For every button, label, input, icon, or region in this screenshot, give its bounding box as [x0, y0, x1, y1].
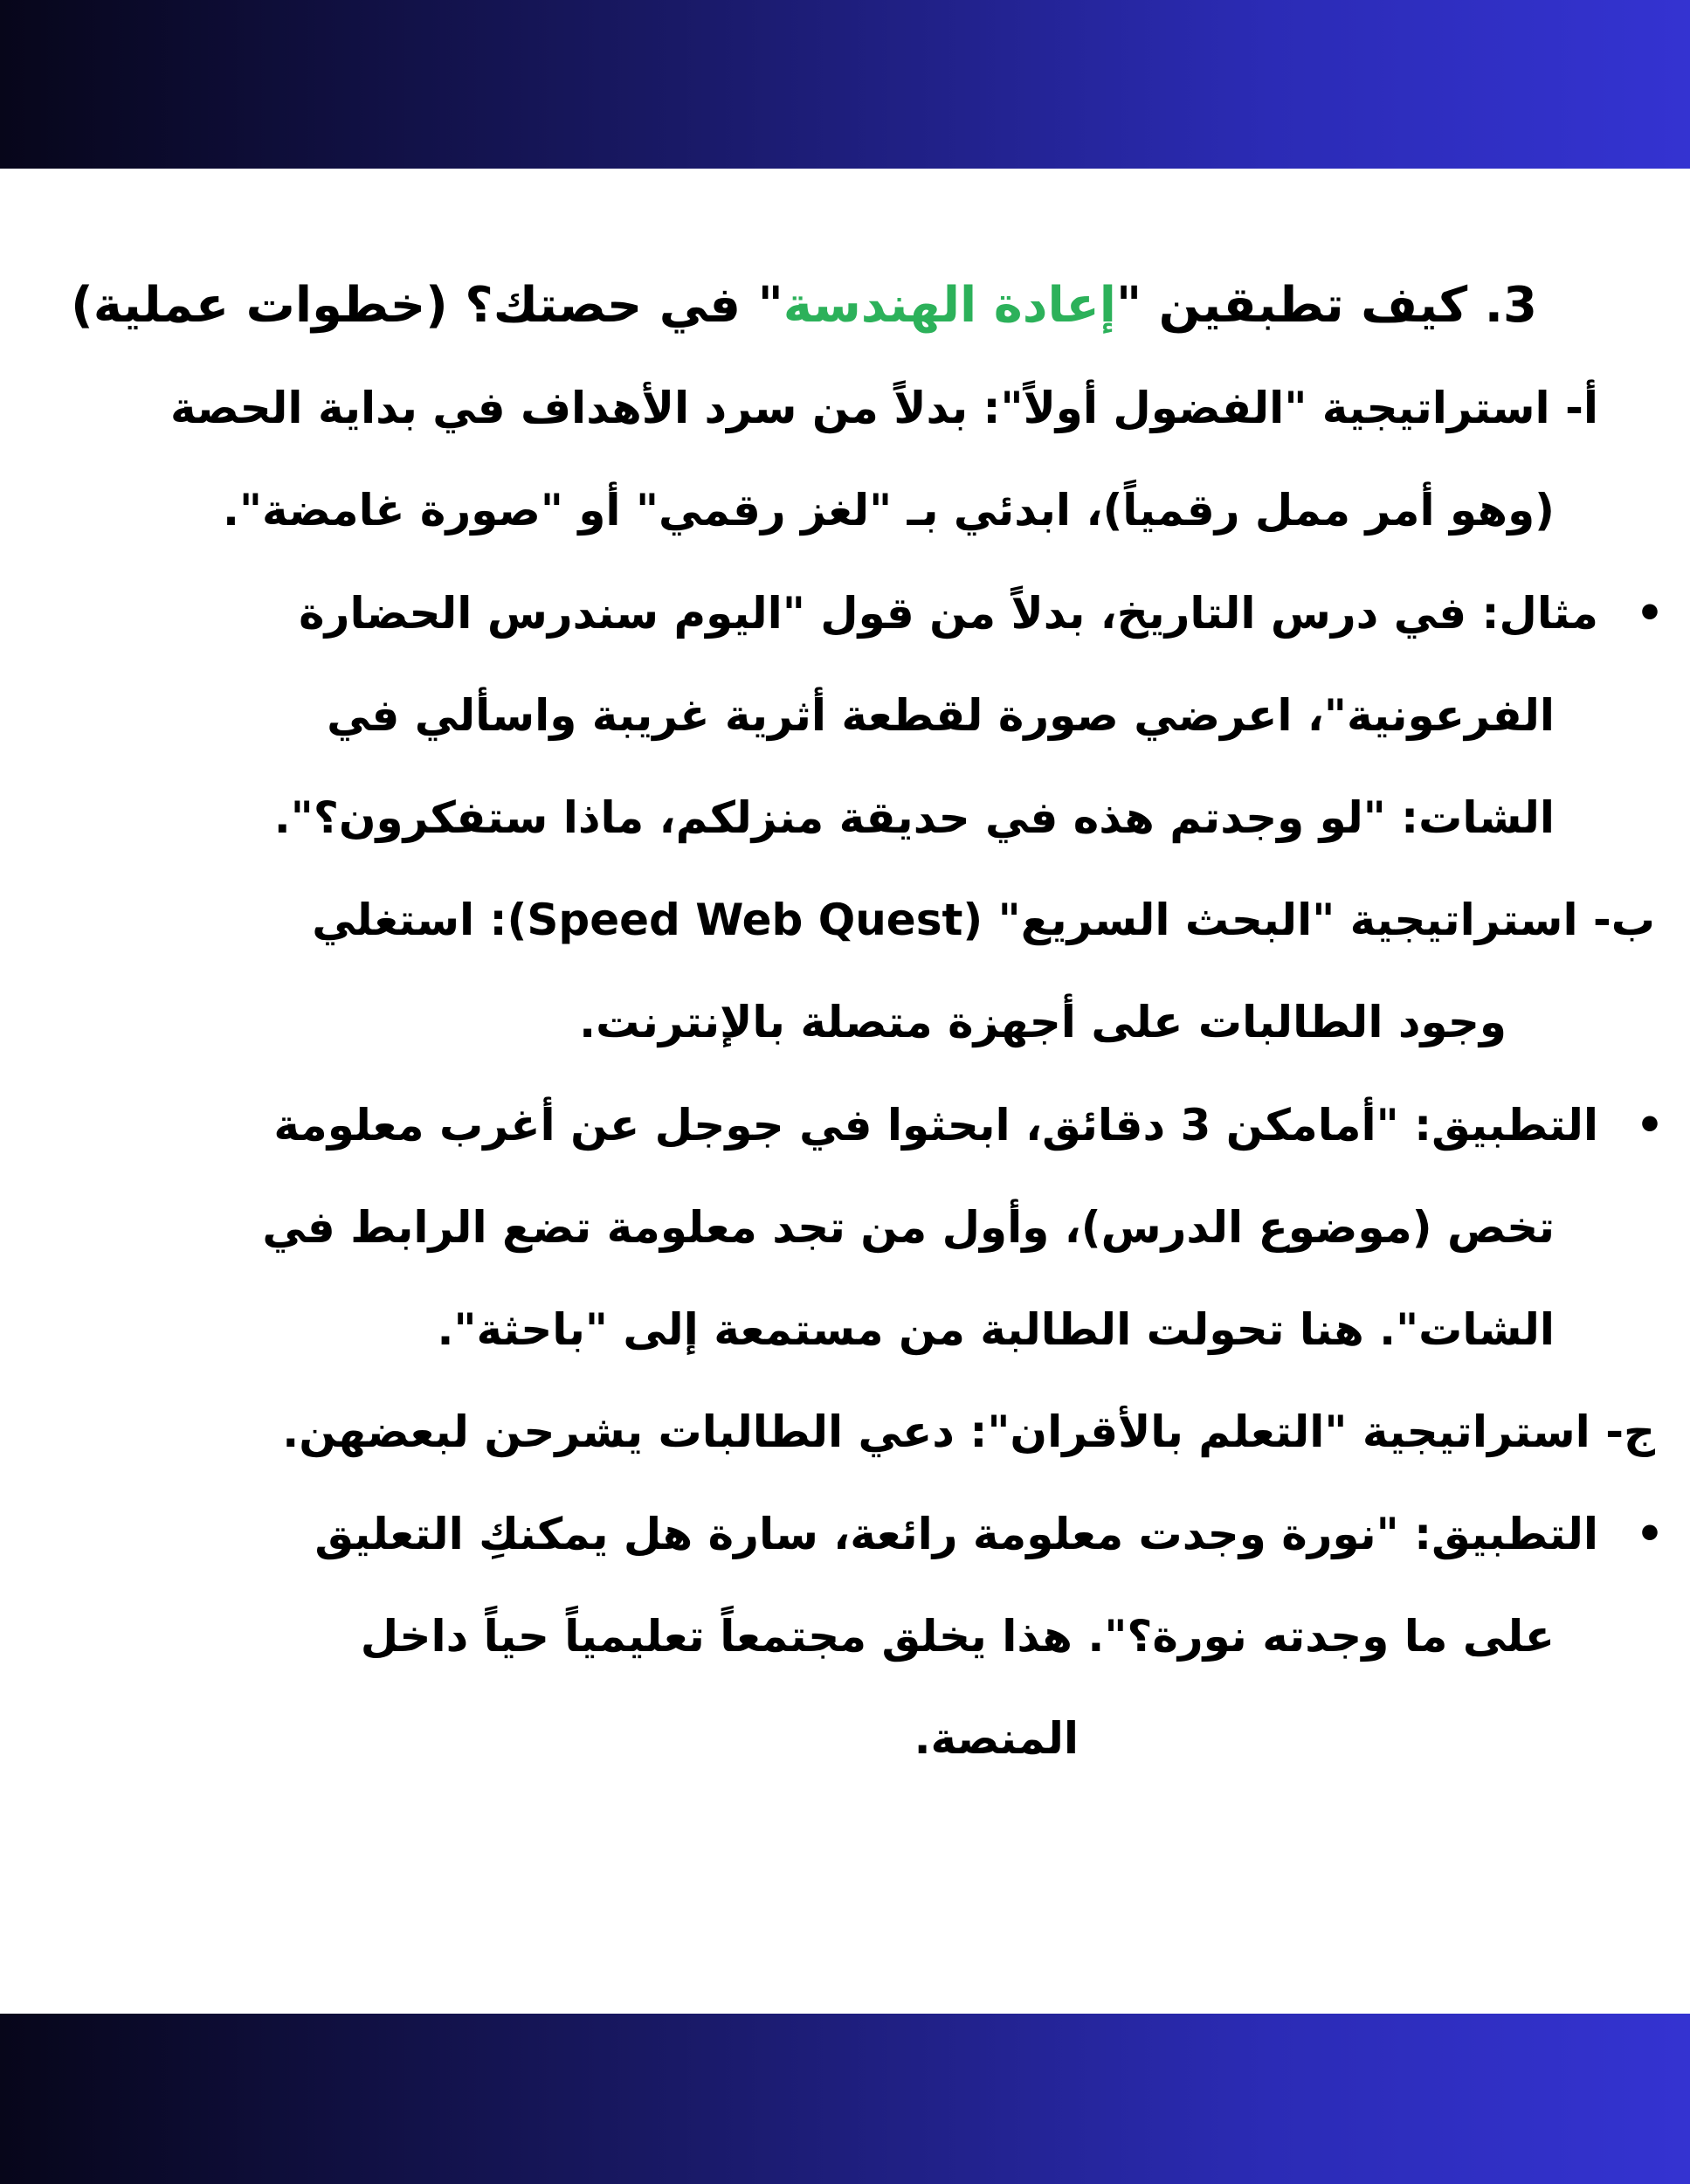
bullet-marker: •	[1636, 588, 1664, 639]
bullet-marker: •	[1636, 1509, 1664, 1559]
example-a-line-3: الشات: "لو وجدتم هذه في حديقة منزلكم، ماذا ستفكرون؟".	[273, 792, 1555, 843]
example-a-line-1: مثال: في درس التاريخ، بدلاً من قول "اليوم سندرس الحضارة	[299, 588, 1598, 639]
application-c-line-3: المنصة.	[914, 1713, 1079, 1764]
strategy-a-line-2: (وهو أمر ممل رقمياً)، ابدئي بـ "لغز رقمي" أو "صورة غامضة".	[223, 485, 1555, 536]
strategy-b-line-2: وجود الطالبات على أجهزة متصلة بالإنترنت.	[579, 997, 1507, 1047]
application-c-line-2: على ما وجدته نورة؟". هذا يخلق مجتمعاً تعليمياً حياً داخل	[360, 1611, 1555, 1662]
bullet-marker: •	[1636, 1100, 1664, 1151]
top-gradient-band	[0, 0, 1690, 169]
section-heading	[71, 262, 1537, 349]
strategy-a-line-1: أ- استراتيجية "الفضول أولاً": بدلاً من سرد الأهداف في بداية الحصة	[170, 383, 1598, 433]
heading-text-start: 3. كيف تطبقين "	[1115, 277, 1537, 334]
application-c-line-1: التطبيق: "نورة وجدت معلومة رائعة، سارة هل يمكنكِ التعليق	[314, 1509, 1598, 1559]
application-b-line-3: الشات". هنا تحولت الطالبة من مستمعة إلى "باحثة".	[437, 1304, 1555, 1355]
application-b-line-1: التطبيق: "أمامكن 3 دقائق، ابحثوا في جوجل عن أغرب معلومة	[273, 1100, 1598, 1151]
strategy-b-line-1: ب- استراتيجية "البحث السريع" (Speed Web Quest): استغلي	[312, 895, 1655, 945]
application-b-line-2: تخص (موضوع الدرس)، وأول من تجد معلومة تضع الرابط في	[262, 1202, 1555, 1253]
heading-accent-text: إعادة الهندسة	[783, 277, 1116, 334]
bottom-gradient-band	[0, 2014, 1690, 2184]
document-body	[71, 262, 1664, 1835]
heading-text-end: " في حصتك؟ (خطوات عملية)	[71, 277, 783, 334]
strategy-c-line-1: ج- استراتيجية "التعلم بالأقران": دعي الطالبات يشرحن لبعضهن.	[282, 1406, 1655, 1457]
example-a-line-2: الفرعونية"، اعرضي صورة لقطعة أثرية غريبة واسألي في	[327, 690, 1555, 741]
